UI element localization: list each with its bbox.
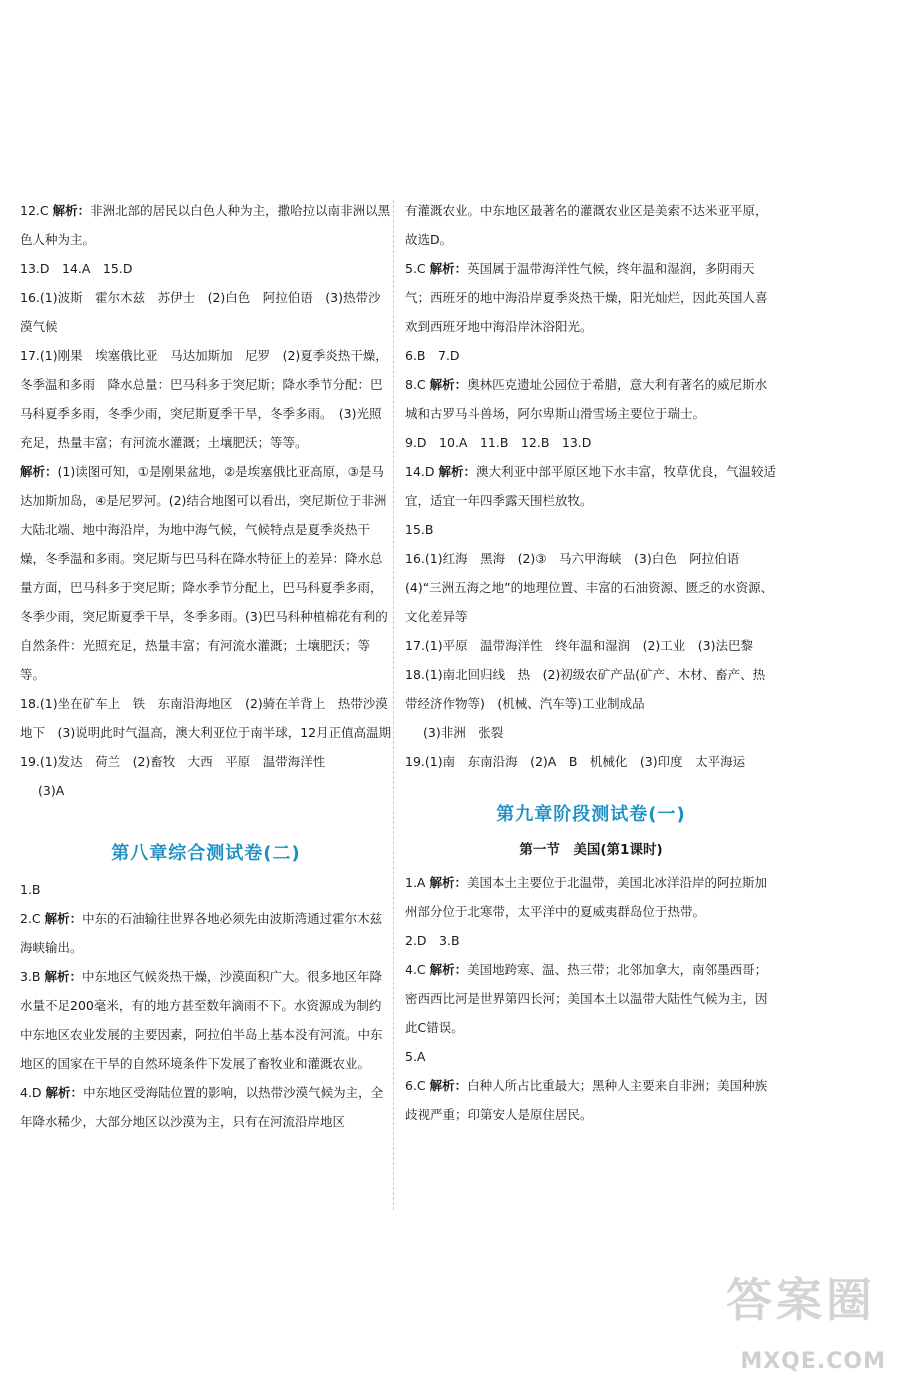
answer-3 (20, 962, 392, 1078)
analysis-text: 奥林匹克遗址公园位于希腊，意大利有著名的威尼斯水城和古罗马斗兽场，阿尔卑斯山滑雪场主要位于瑞士。 (405, 377, 768, 421)
answer-5: 5.A (405, 1049, 426, 1064)
analysis-label: 解析： (44, 969, 83, 984)
answer-17: 17.(1)平原 温带海洋性 终年温和湿润 (2)工业 (3)法巴黎 (405, 638, 753, 653)
answer-4-continued: 有灌溉农业。中东地区最著名的灌溉农业区是美索不达米亚平原，故选D。 (405, 203, 768, 247)
analysis-label: 解析： (44, 911, 83, 926)
section-heading: 第一节 美国(第1课时) (519, 842, 663, 858)
analysis-text: 白种人所占比重最大；黑种人主要来自非洲；美国种族歧视严重；印第安人是原住居民。 (405, 1078, 768, 1122)
answer-15: 15.B (405, 522, 434, 537)
analysis-text: 中东的石油输往世界各地必须先由波斯湾通过霍尔木兹海峡输出。 (20, 911, 383, 955)
analysis-text: 英国属于温带海洋性气候，终年温和湿润，多阴雨天气；西班牙的地中海沿岸夏季炎热干燥，阳光灿烂，因此英国人喜欢到西班牙地中海沿岸沐浴阳光。 (405, 261, 768, 334)
watermark-url: MXQE.COM (740, 1349, 886, 1374)
answer-1: 1.B (20, 882, 41, 897)
answer-number: 12.C (20, 203, 49, 218)
answer-13-15: 13.D 14.A 15.D (20, 261, 133, 276)
answer-19: 19.(1)南 东南沿海 (2)A B 机械化 (3)印度 太平海运 (405, 754, 746, 769)
answer-number: 14.D (405, 464, 435, 479)
analysis-label: 解析： (429, 875, 467, 890)
left-column (20, 196, 401, 1136)
answer-number: 5.C (405, 261, 426, 276)
watermark-title: 答案圈 (726, 1273, 876, 1327)
analysis-label: 解析： (52, 203, 91, 218)
answer-16: 16.(1)红海 黑海 (2)③ 马六甲海峡 (3)白色 阿拉伯语 (4)“三洲五海之地”的地理位置、丰富的石油资源、匮乏的水资源、文化差异等 (405, 551, 774, 624)
answer-14 (405, 457, 777, 515)
answer-8 (405, 370, 777, 428)
answer-number: 1.A (405, 875, 426, 890)
answer-17-analysis (20, 457, 392, 689)
answer-12 (20, 196, 392, 254)
column-divider (393, 200, 394, 1210)
right-column (405, 196, 777, 1129)
analysis-label: 解析： (438, 464, 477, 479)
answer-number: 8.C (405, 377, 426, 392)
analysis-text: 美国地跨寒、温、热三带；北邻加拿大，南邻墨西哥；密西西比河是世界第四长河；美国本土以温带大陆性气候为主，因此C错误。 (405, 962, 768, 1035)
analysis-label: 解析： (45, 1085, 84, 1100)
answer-1 (405, 868, 777, 926)
answer-6 (405, 1071, 777, 1129)
analysis-text: 中东地区气候炎热干燥，沙漠面积广大。很多地区年降水量不足200毫米，有的地方甚至数年滴雨不下。水资源成为制约中东地区农业发展的主要因素，阿拉伯半岛上基本没有河流。中东地区的国家在干旱的自然环境条件下发展了畜牧业和灌溉农业。 (20, 969, 383, 1071)
answer-number: 3.B (20, 969, 41, 984)
answer-18: 18.(1)坐在矿车上 铁 东南沿海地区 (2)骑在羊背上 热带沙漠 地下 (3)说明此时气温高，澳大利亚位于南半球，12月正值高温期 (20, 696, 401, 740)
analysis-label: 解析： (429, 962, 468, 977)
answer-2-3: 2.D 3.B (405, 933, 460, 948)
chapter-8-heading: 第八章综合测试卷(二) (111, 843, 301, 864)
analysis-text: 中东地区受海陆位置的影响，以热带沙漠气候为主，全年降水稀少，大部分地区以沙漠为主，只有在河流沿岸地区 (20, 1085, 384, 1129)
analysis-label: 解析： (429, 1078, 468, 1093)
answer-16: 16.(1)波斯 霍尔木兹 苏伊士 (2)白色 阿拉伯语 (3)热带沙漠气候 (20, 290, 381, 334)
answer-number: 6.C (405, 1078, 426, 1093)
analysis-text: 非洲北部的居民以白色人种为主，撒哈拉以南非洲以黑色人种为主。 (20, 203, 391, 247)
answer-2 (20, 904, 392, 962)
answer-5 (405, 254, 777, 341)
answer-4 (405, 955, 777, 1042)
analysis-text: 美国本土主要位于北温带，美国北冰洋沿岸的阿拉斯加州部分位于北寒带，太平洋中的夏威夷群岛位于热带。 (405, 875, 767, 919)
analysis-label: 解析： (429, 377, 468, 392)
answer-19-part3: (3)A (38, 783, 65, 798)
answer-9-13: 9.D 10.A 11.B 12.B 13.D (405, 435, 592, 450)
answer-19: 19.(1)发达 荷兰 (2)畜牧 大西 平原 温带海洋性 (20, 754, 326, 769)
answer-18-part3: (3)非洲 张裂 (423, 725, 504, 740)
chapter-9-heading: 第九章阶段测试卷(一) (496, 804, 686, 825)
answer-number: 4.D (20, 1085, 42, 1100)
answer-number: 2.C (20, 911, 41, 926)
answer-18: 18.(1)南北回归线 热 (2)初级农矿产品(矿产、木材、畜产、热带经济作物等) (机械、汽车等)工业制成品 (405, 667, 766, 711)
analysis-text: 澳大利亚中部平原区地下水丰富，牧草优良，气温较适宜，适宜一年四季露天围栏放牧。 (405, 464, 777, 508)
analysis-text: (1)读图可知，①是刚果盆地，②是埃塞俄比亚高原，③是马达加斯加岛，④是尼罗河。(2)结合地图可以看出，突尼斯位于非洲大陆北端、地中海沿岸，为地中海气候，气候特点是夏季炎热干燥，冬季温和多雨。突尼斯与巴马科在降水特征上的差异：降水总量方面，巴马科多于突尼斯；降水季节分配上，巴马科夏季多雨，冬季少雨，突尼斯夏季干旱，冬季多雨。(3)巴马科种植棉花有利的自然条件：光照充足，热量丰富；有河流水灌溉；土壤肥沃；等等。 (20, 464, 388, 682)
analysis-label: 解析： (20, 464, 58, 479)
watermark-logo (716, 1264, 886, 1374)
answer-number: 4.C (405, 962, 426, 977)
analysis-label: 解析： (429, 261, 468, 276)
answer-17: 17.(1)刚果 埃塞俄比亚 马达加斯加 尼罗 (2)夏季炎热干燥，冬季温和多雨 降水总量：巴马科多于突尼斯；降水季节分配：巴马科夏季多雨，冬季少雨，突尼斯夏季干旱，冬季多雨。 (3)光照充足，热量丰富；有河流水灌溉；土壤肥沃；等等。 (20, 348, 388, 450)
answer-4 (20, 1078, 392, 1136)
answer-6-7: 6.B 7.D (405, 348, 460, 363)
